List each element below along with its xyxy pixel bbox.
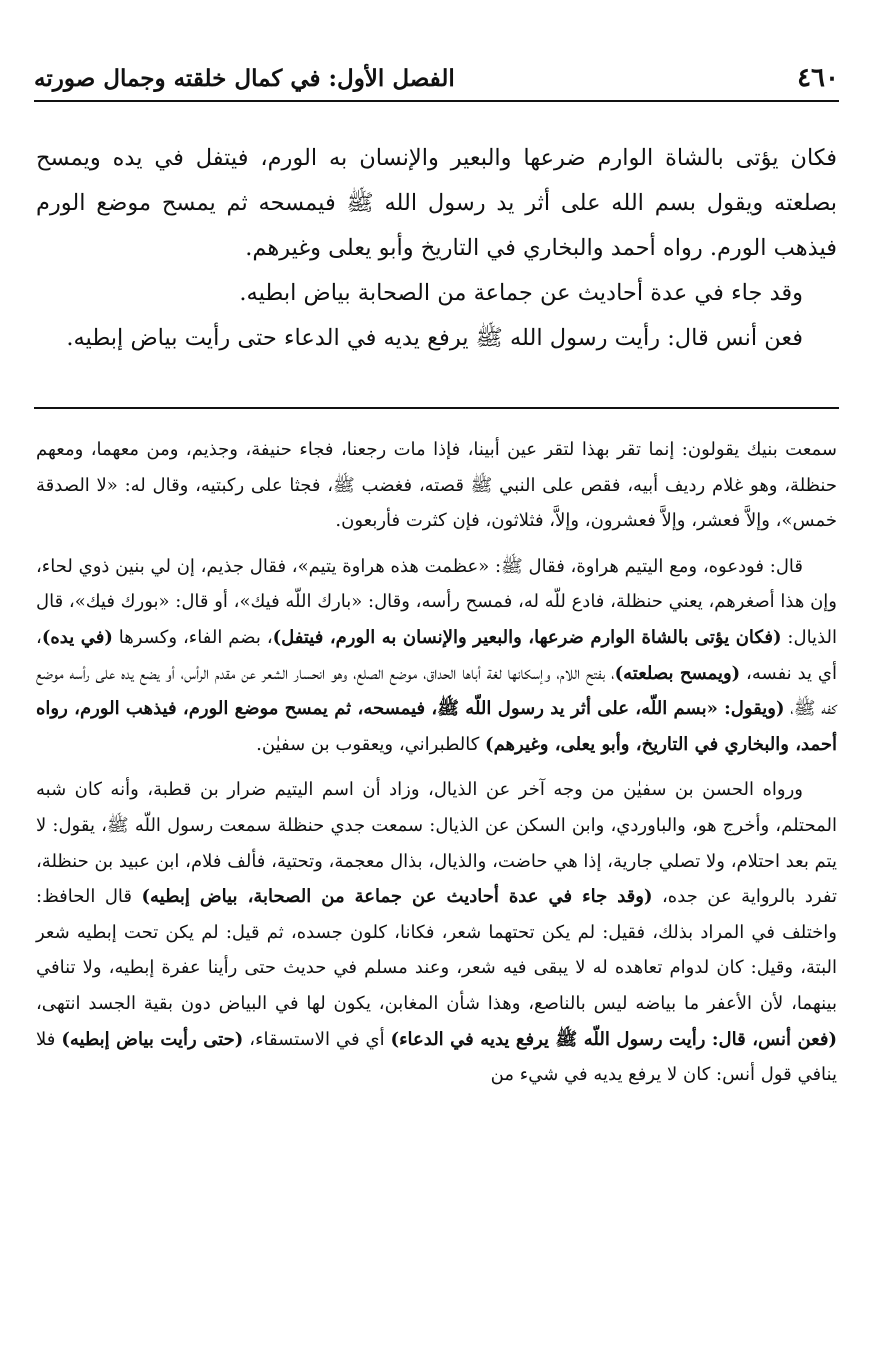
commentary-text-span: ، بفتح اللام، وإسكانها لغة أباها الحداق، موضع الصلع، وهو انحسار الشعر عن مقدم الرأس، أو يضع يده على رأسه موضع كفه ﷺ،	[36, 662, 837, 720]
page-header	[34, 60, 839, 96]
commentary-text-span: قال: فودعوه، ومع اليتيم هراوة، فقال ﷺ: «عظمت هذه هراوة يتيم»، فقال جذيم، إن لي بنين ذوي لحاء، وإن هذا أصغرهم، يعني حنظلة، فادع للّه له، فمسح رأسه، وقال: «بارك اللّه فيك»، أو قال: «بورك فيك»، قال الذيال:	[36, 555, 838, 648]
main-paragraph: فعن أنس قال: رأيت رسول الله ﷺ يرفع يديه في الدعاء حتى رأيت بياض إبطيه.	[66, 325, 803, 351]
commentary-divider	[34, 407, 839, 409]
commentary-paragraph: سمعت بنيك يقولون: إنما تقر بهذا لتقر عين أبينا، فإذا مات رجعنا، فجاء حنيفة، وجذيم، ومن معهما، ومعهم حنظلة، وهو غلام رديف أبيه، فقص على النبي ﷺ قصته، فغضب ﷺ، فجثا على ركبتيه، وقال له: «لا الصدقة خمس»، وإلاَّ فعشر، وإلاَّ فعشرون، وإلاَّ، فثلاثون، فإن كثرت فأربعون.	[36, 439, 837, 532]
commentary-text-span: ، بضم الفاء، وكسرها	[112, 626, 273, 648]
quoted-text: (ويقول: «بسم اللّه، على أثر يد رسول اللّه ﷺ، فيمسحه، ثم يمسح موضع الورم، فيذهب الورم، رواه أحمد، والبخاري في التاريخ، وأبو يعلى، وغيرهم)	[36, 698, 837, 755]
commentary-text-span: ، أي يد نفسه،	[36, 626, 837, 684]
commentary-text-span: قال الحافظ: واختلف في المراد بذلك، فقيل: لم يكن تحتهما شعر، فكانا، كلون جسده، ثم قيل: لم يكن تحت إبطيه شعر البتة، وقيل: كان لدوام تعاهده له لا يبقى فيه شعر، وعند مسلم في حديث حتى رأينا عفرة إبطيه، ولا تنافي بينهما، لأن الأعفر ما بياضه ليس بالناصع، وهذا شأن المغابن، يكون لها في البياض دون بقية الجسد انتهى،	[36, 886, 837, 1014]
commentary-text-span: ورواه الحسن بن سفيٰن من وجه آخر عن الذيال، وزاد أن اسم اليتيم ضرار بن قطبة، وأنه كان شبه المحتلم، وأخرج هو، والباوردي، وابن السكن عن الذيال: سمعت جدي حنظلة سمعت رسول اللّه ﷺ، يقول: لا يتم بعد احتلام، ولا تصلي جارية، إذا هي حاضت، والذيال، بذال معجمة، وتحتية، فألف فلام، ابن عبيد بن حنظلة، تفرد بالرواية عن جده،	[36, 779, 837, 908]
commentary-text-span: أي في الاستسقاء،	[243, 1028, 391, 1050]
commentary-paragraph	[36, 549, 837, 763]
quoted-text: (وقد جاء في عدة أحاديث عن جماعة من الصحابة، بياض إبطيه)	[141, 886, 653, 908]
quoted-text: (فكان يؤتى بالشاة الوارم ضرعها، والبعير والإنسان به الورم، فيتفل)	[272, 626, 782, 648]
quoted-text: (فعن أنس، قال: رأيت رسول اللّه ﷺ يرفع يديه في الدعاء)	[390, 1028, 837, 1050]
main-text	[36, 136, 837, 361]
commentary-text-span: فلا ينافي قول أنس: كان لا يرفع يديه في شيء من	[36, 1028, 837, 1086]
commentary-text-span: كالطبراني، ويعقوب بن سفيٰن.	[256, 733, 486, 755]
commentary-text	[36, 432, 837, 1103]
chapter-title: الفصل الأول: في كمال خلقته وجمال صورته	[34, 64, 455, 92]
quoted-text: (في يده)	[41, 626, 113, 648]
main-paragraph: وقد جاء في عدة أحاديث عن جماعة من الصحابة بياض ابطيه.	[239, 280, 803, 306]
page-number: ٤٦٠	[797, 63, 839, 93]
quoted-text: (حتى رأيت بياض إبطيه)	[61, 1028, 244, 1050]
commentary-paragraph	[36, 772, 837, 1092]
quoted-text: (ويمسح بصلعته)	[614, 662, 741, 684]
main-paragraph: فكان يؤتى بالشاة الوارم ضرعها والبعير والإنسان به الورم، فيتفل في يده ويمسح بصلعته ويقول بسم الله على أثر يد رسول الله ﷺ فيمسحه ثم يمسح موضع الورم فيذهب الورم. رواه أحمد والبخاري في التاريخ وأبو يعلى وغيرهم.	[36, 145, 837, 261]
header-divider	[34, 100, 839, 102]
